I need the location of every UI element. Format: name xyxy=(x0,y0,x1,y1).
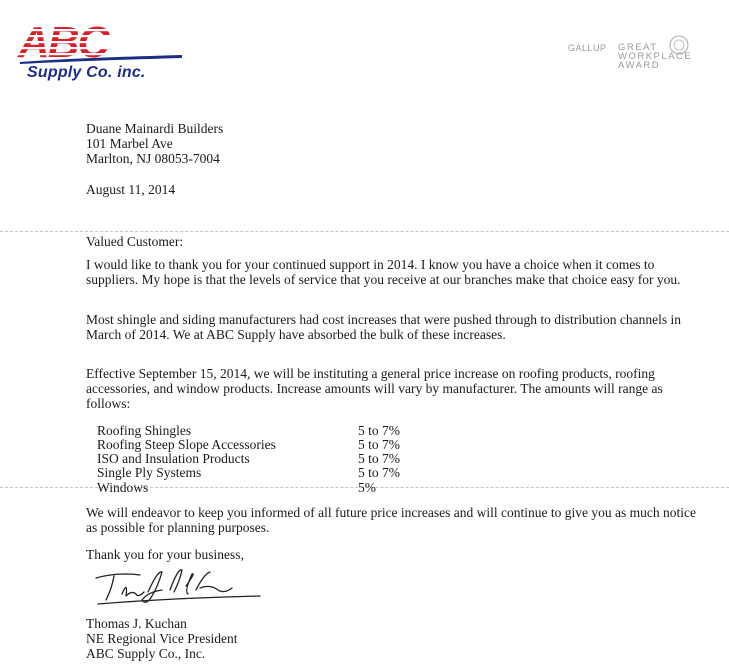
row-amount: 5% xyxy=(358,480,376,495)
row-amount: 5 to 7% xyxy=(358,423,400,438)
row-category: Roofing Shingles xyxy=(97,423,192,438)
recipient-street: 101 Marbel Ave xyxy=(86,136,173,151)
closing-line: Thank you for your business, xyxy=(86,547,244,562)
row-amount: 5 to 7% xyxy=(358,465,400,480)
signer-company: ABC Supply Co., Inc. xyxy=(86,646,206,661)
recipient-city: Marlton, NJ 08053-7004 xyxy=(86,151,220,166)
signer-name: Thomas J. Kuchan xyxy=(86,616,187,631)
award-seal-icon xyxy=(668,34,690,56)
row-category: Windows xyxy=(97,480,149,495)
row-amount: 5 to 7% xyxy=(358,451,400,466)
row-category: ISO and Insulation Products xyxy=(97,451,250,466)
row-amount: 5 to 7% xyxy=(358,437,400,452)
recipient-name: Duane Mainardi Builders xyxy=(86,121,224,136)
paragraph-3: Effective September 15, 2014, we will be instituting a general price increase on roofing products, roofing accessories, and window products. Increase amounts will vary by manufacturer. The amounts will range as follows: xyxy=(86,366,663,411)
row-category: Roofing Steep Slope Accessories xyxy=(97,437,276,452)
award-brand: GALLUP xyxy=(568,43,607,53)
signature-image xyxy=(92,566,267,614)
letter-date: August 11, 2014 xyxy=(86,182,176,197)
award-line-2: WORKPLACE xyxy=(618,51,693,62)
award-line-1: GREAT xyxy=(618,42,658,53)
row-category: Single Ply Systems xyxy=(97,465,202,480)
award-line-3: AWARD xyxy=(618,60,661,71)
scan-fold-line xyxy=(0,231,729,232)
company-tagline: Supply Co. inc. xyxy=(27,64,146,81)
paragraph-1: I would like to thank you for your continued support in 2014. I know you have a choice when it comes to suppliers. My hope is that the levels of service that you receive at our branches make that choice easy for you. xyxy=(86,257,681,287)
signer-title: NE Regional Vice President xyxy=(86,631,238,646)
gallup-award-badge xyxy=(568,34,718,74)
paragraph-2: Most shingle and siding manufacturers had cost increases that were pushed through to distribution channels in March of 2014. We at ABC Supply have absorbed the bulk of these increases. xyxy=(86,312,681,342)
salutation: Valued Customer: xyxy=(86,234,184,249)
paragraph-4: We will endeavor to keep you informed of all future price increases and will continue to give you as much notice as possible for planning purposes. xyxy=(86,505,696,535)
abc-logo xyxy=(14,22,189,84)
